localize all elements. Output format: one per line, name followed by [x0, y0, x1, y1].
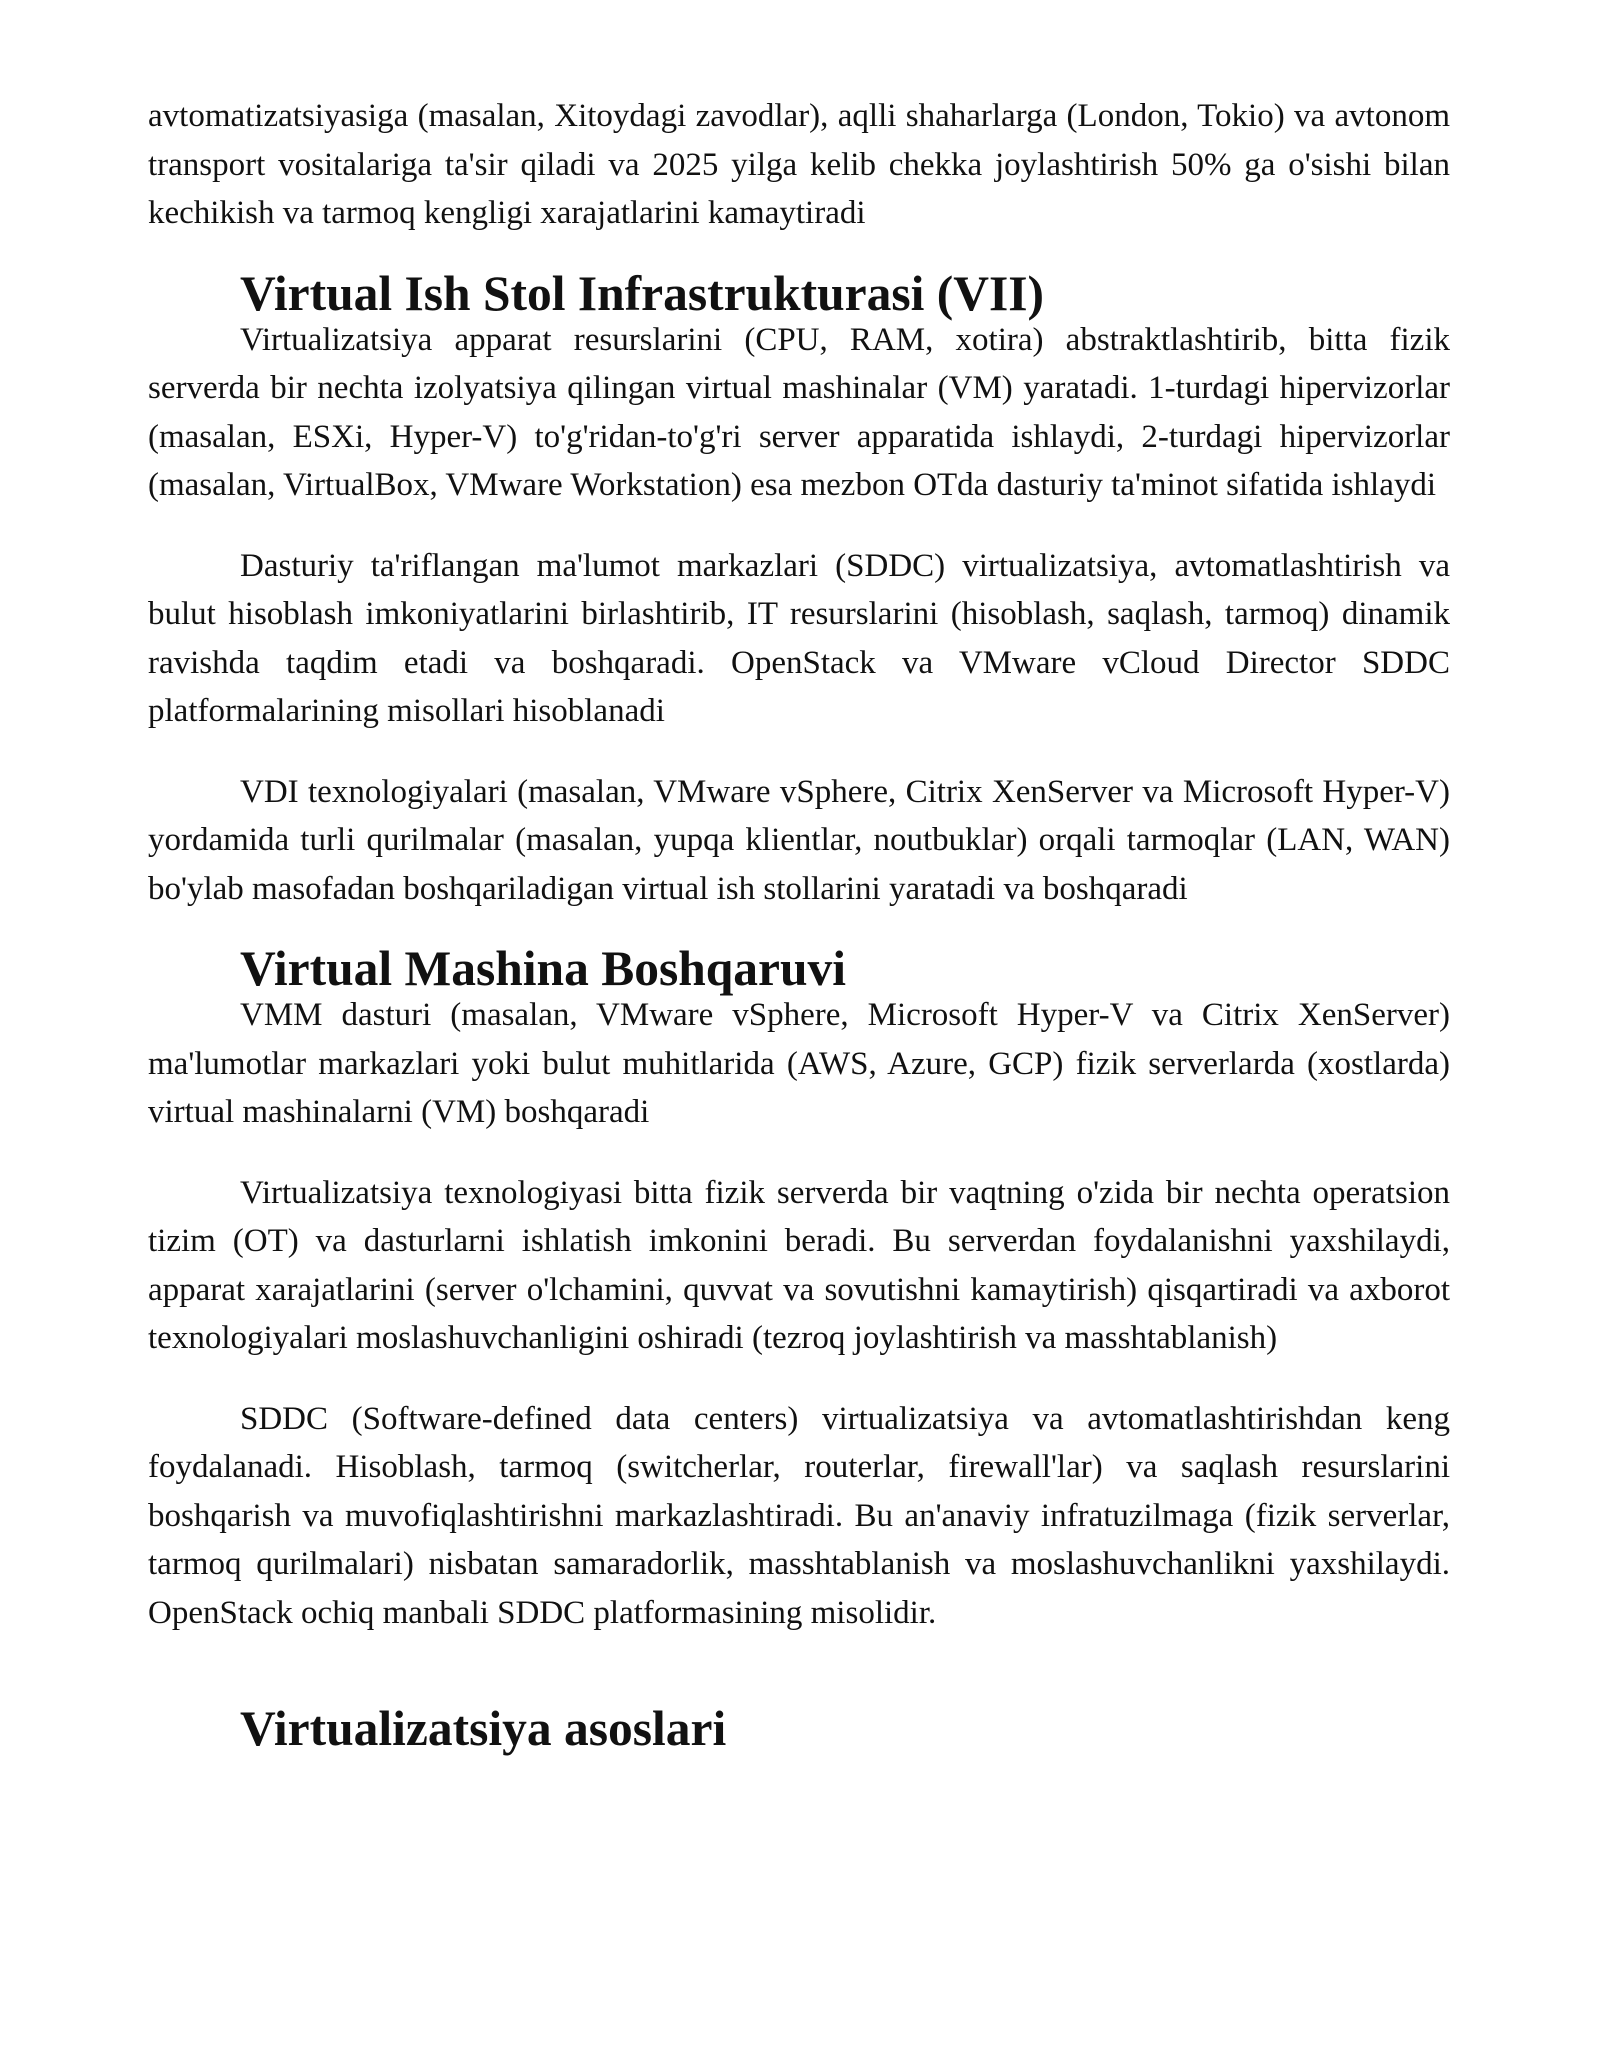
paragraph-virtualization: Virtualizatsiya apparat resurslarini (CPU, RAM, xotira) abstraktlashtirib, bitta fizik serverda bir nechta izolyatsiya qilingan virtual mashinalar (VM) yaratadi. 1-turdagi hipervizorlar (masalan, ESXi, Hyper-V) to'g'ridan-to'g'ri server apparatida ishlaydi, 2-turdagi hipervizorlar (masalan, VirtualBox, VMware Workstation) esa mezbon OTda dasturiy ta'minot sifatida ishlaydi	[148, 321, 1450, 503]
paragraph-virtualization-tech: Virtualizatsiya texnologiyasi bitta fizik serverda bir vaqtning o'zida bir nechta operatsion tizim (OT) va dasturlarni ishlatish imkonini beradi. Bu serverdan foydalanishni yaxshilaydi, apparat xarajatlarini (server o'lchamini, quvvat va sovutishni kamaytirish) qisqartiradi va axborot texnologiyalari moslashuvchanligini oshiradi (tezroq joylashtirish va masshtablanish)	[148, 1174, 1450, 1356]
intro-paragraph: avtomatizatsiyasiga (masalan, Xitoydagi zavodlar), aqlli shaharlarga (London, Tokio) va avtonom transport vositalariga ta'sir qiladi va 2025 yilga kelib chekka joylashtirish 50% ga o'sishi bilan kechikish va tarmoq kengligi xarajatlarini kamaytiradi	[148, 98, 1450, 231]
paragraph-vdi: VDI texnologiyalari (masalan, VMware vSphere, Citrix XenServer va Microsoft Hyper-V) yordamida turli qurilmalar (masalan, yupqa klientlar, noutbuklar) orqali tarmoqlar (LAN, WAN) bo'ylab masofadan boshqariladigan virtual ish stollarini yaratadi va boshqaradi	[148, 773, 1450, 907]
section-heading-vii: Virtual Ish Stol Infrastrukturasi (VII)	[240, 265, 1044, 321]
spacer	[148, 736, 1450, 768]
section-heading-vm-management: Virtual Mashina Boshqaruvi	[240, 941, 847, 996]
document-body	[148, 92, 1450, 1756]
spacer	[148, 1363, 1450, 1395]
paragraph-sddc: Dasturiy ta'riflangan ma'lumot markazlari (SDDC) virtualizatsiya, avtomatlashtirish va bulut hisoblash imkoniyatlarini birlashtirib, IT resurslarini (hisoblash, saqlash, tarmoq) dinamik ravishda taqdim etadi va boshqaradi. OpenStack va VMware vCloud Director SDDC platformalarining misollari hisoblanadi	[148, 547, 1450, 729]
section-heading-virtualization-basics: Virtualizatsiya asoslari	[240, 1701, 727, 1756]
paragraph-sddc-usage: SDDC (Software-defined data centers) virtualizatsiya va avtomatlashtirishdan keng foydalanadi. Hisoblash, tarmoq (switcherlar, routerlar, firewall'lar) va saqlash resurslarini boshqarish va muvofiqlashtirishni markazlashtiradi. Bu an'anaviy infratuzilmaga (fizik serverlar, tarmoq qurilmalari) nisbatan samaradorlik, masshtablanish va moslashuvchanlikni yaxshilaydi. OpenStack ochiq manbali SDDC platformasining misolidir.	[148, 1400, 1450, 1631]
spacer	[148, 1137, 1450, 1169]
spacer	[148, 1637, 1450, 1707]
spacer	[148, 510, 1450, 542]
paragraph-vmm: VMM dasturi (masalan, VMware vSphere, Microsoft Hyper-V va Citrix XenServer) ma'lumotlar markazlari yoki bulut muhitlarida (AWS, Azure, GCP) fizik serverlarda (xostlarda) virtual mashinalarni (VM) boshqaradi	[148, 997, 1450, 1130]
